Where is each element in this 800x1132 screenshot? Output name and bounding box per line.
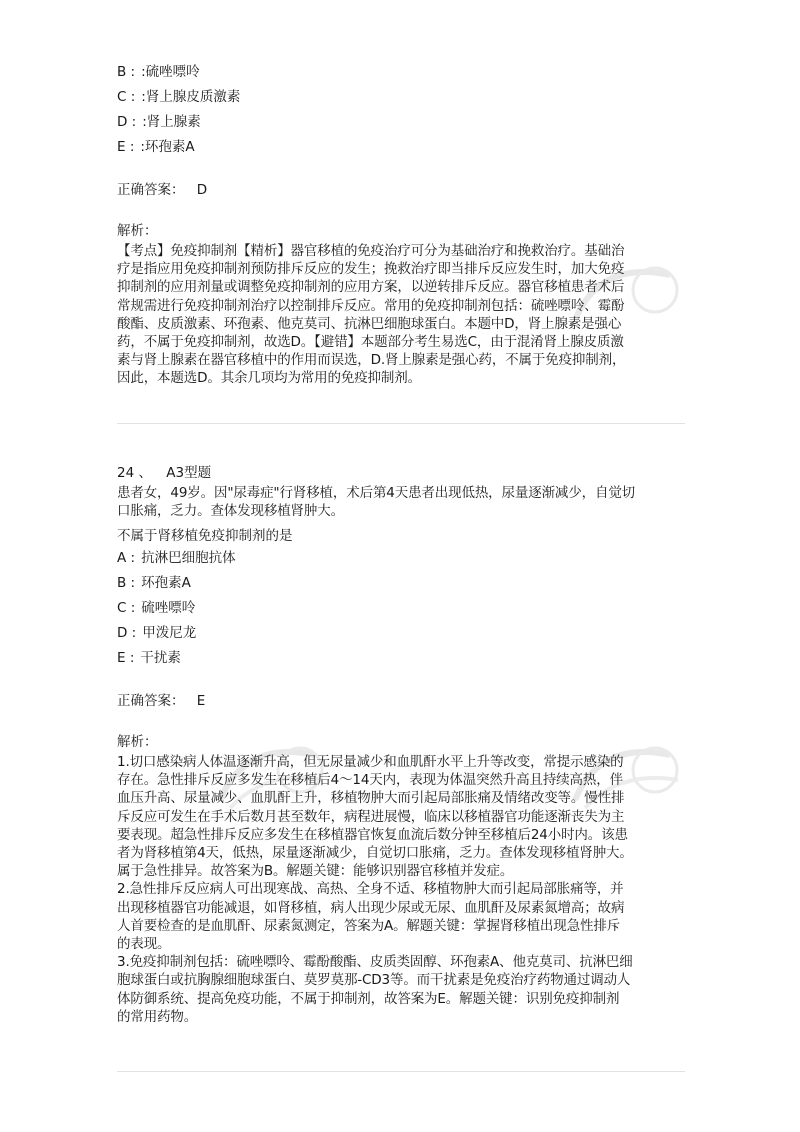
q23-option-e <box>117 138 195 156</box>
option-text: 干扰素 <box>140 650 181 666</box>
text-line: 因此，本题选D。其余几项均为常用的免疫抑制剂。 <box>117 370 421 387</box>
option-letter: C : <box>117 600 136 616</box>
text-line: 抑制剂的应用剂量或调整免疫抑制剂的应用方案，以逆转排斥反应。器官移植患者术后 <box>117 279 625 296</box>
text-line: 出现移植器官功能减退，如肾移植，病人出现少尿或无尿、血肌酐及尿素氮增高；故病 <box>117 899 625 916</box>
option-text: 抗淋巴细胞抗体 <box>141 550 236 566</box>
text-line: 疗是指应用免疫抑制剂预防排斥反应的发生；挽救治疗即当排斥反应发生时，加大免疫 <box>117 261 625 278</box>
text-line: 的表现。 <box>117 936 171 953</box>
text-line: 1.切口感染病人体温逐渐升高，但无尿量减少和血肌酐水平上升等改变，常提示感染的 <box>117 754 624 770</box>
text-line: 斥反应可发生在手术后数月甚至数年，病程进展慢，临床以移植器官功能逐渐丧失为主 <box>117 808 625 825</box>
option-letter: A : <box>117 550 136 566</box>
text-line: 酸酯、皮质激素、环孢素、他克莫司、抗淋巴细胞球蛋白。本题中D，肾上腺素是强心 <box>117 315 622 332</box>
option-letter: E : <box>117 139 135 155</box>
q24-header <box>117 461 211 481</box>
q24-question: 不属于肾移植免疫抑制剂的是 <box>117 528 293 544</box>
option-letter: B : <box>117 575 136 591</box>
text-line: 素与肾上腺素在器官移植中的作用而误选，D.肾上腺素是强心药，不属于免疫抑制剂， <box>117 352 626 369</box>
q24-option-d <box>117 624 196 642</box>
watermark-icon <box>560 250 690 340</box>
option-text: :环孢素A <box>140 139 195 155</box>
text-line: 存在。急性排斥反应多发生在移植后4～14天内，表现为体温突然升高且持续高热，伴 <box>117 772 623 789</box>
text-line: 2.急性排斥反应病人可出现寒战、高热、全身不适、移植物肿大而引起局部胀痛等，并 <box>117 881 624 898</box>
q23-option-c <box>117 88 240 106</box>
option-letter: D : <box>117 114 137 130</box>
option-text: 甲泼尼龙 <box>142 625 197 641</box>
q24-analysis-label: 解析： <box>117 734 158 750</box>
question-type: A3型题 <box>166 465 212 481</box>
q24-option-e <box>117 649 181 667</box>
text-line: 人首要检查的是血肌酐、尿素氮测定，答案为A。解题关键：掌握肾移植出现急性排斥 <box>117 917 621 934</box>
option-text: 硫唑嘌呤 <box>141 600 196 616</box>
divider <box>117 1071 685 1072</box>
text-line: 血压升高、尿量减少、血肌酐上升，移植物肿大而引起局部胀痛及情绪改变等。慢性排 <box>117 790 625 807</box>
text-line: 胞球蛋白或抗胸腺细胞球蛋白、莫罗莫那-CD3等。而干扰素是免疫治疗药物通过调动人 <box>117 972 631 989</box>
q23-answer <box>117 178 207 198</box>
text-line: 的常用药物。 <box>117 1008 198 1025</box>
watermark-icon <box>560 730 690 820</box>
text-line: 患者女，49岁。因"尿毒症"行肾移植，术后第4天患者出现低热，尿量逐渐减少，自觉切 <box>117 485 636 501</box>
option-letter: B : <box>117 64 136 80</box>
answer-label: 正确答案： <box>117 693 185 709</box>
question-number: 24 、 <box>117 465 152 481</box>
text-line: 3.免疫抑制剂包括：硫唑嘌呤、霉酚酸酯、皮质类固醇、环孢素A、他克莫司、抗淋巴细 <box>117 954 633 971</box>
watermark-icon <box>205 730 335 820</box>
option-text: 环孢素A <box>141 575 191 591</box>
q24-answer <box>117 689 205 709</box>
answer-value: D <box>196 182 208 198</box>
text-line: 药，不属于免疫抑制剂，故选D。【避错】本题部分考生易选C，由于混淆肾上腺皮质激 <box>117 334 624 351</box>
text-line: 要表现。超急性排斥反应多发生在移植器官恢复血流后数分钟至移植后24小时内。该患 <box>117 826 628 843</box>
text-line: 口胀痛，乏力。查体发现移植肾肿大。 <box>117 503 344 520</box>
text-line: 体防御系统、提高免疫功能，不属于抑制剂，故答案为E。解题关键：识别免疫抑制剂 <box>117 990 620 1007</box>
option-letter: C : <box>117 89 136 105</box>
text-line: 常规需进行免疫抑制剂治疗以控制排斥反应。常用的免疫抑制剂包括：硫唑嘌呤、霉酚 <box>117 297 625 314</box>
option-letter: E : <box>117 650 135 666</box>
answer-value: E <box>196 693 206 709</box>
q24-option-a <box>117 549 236 567</box>
text-line: 【考点】免疫抑制剂【精析】器官移植的免疫治疗可分为基础治疗和挽救治疗。基础治 <box>117 243 625 259</box>
q23-option-d <box>117 113 201 131</box>
answer-label: 正确答案： <box>117 182 185 198</box>
option-text: :肾上腺素 <box>142 114 201 130</box>
option-text: :硫唑嘌呤 <box>141 64 200 80</box>
option-text: :肾上腺皮质激素 <box>141 89 241 105</box>
q24-option-c <box>117 599 195 617</box>
q23-option-b <box>117 63 200 81</box>
text-line: 属于急性排异。故答案为B。解题关键：能够识别器官移植并发症。 <box>117 863 514 880</box>
q23-analysis-label: 解析： <box>117 223 158 239</box>
option-letter: D : <box>117 625 137 641</box>
divider <box>117 423 685 424</box>
q24-option-b <box>117 574 191 592</box>
q24-stem <box>117 484 687 520</box>
text-line: 者为肾移植第4天，低热，尿量逐渐减少，自觉切口胀痛，乏力。查体发现移植肾肿大。 <box>117 845 633 862</box>
